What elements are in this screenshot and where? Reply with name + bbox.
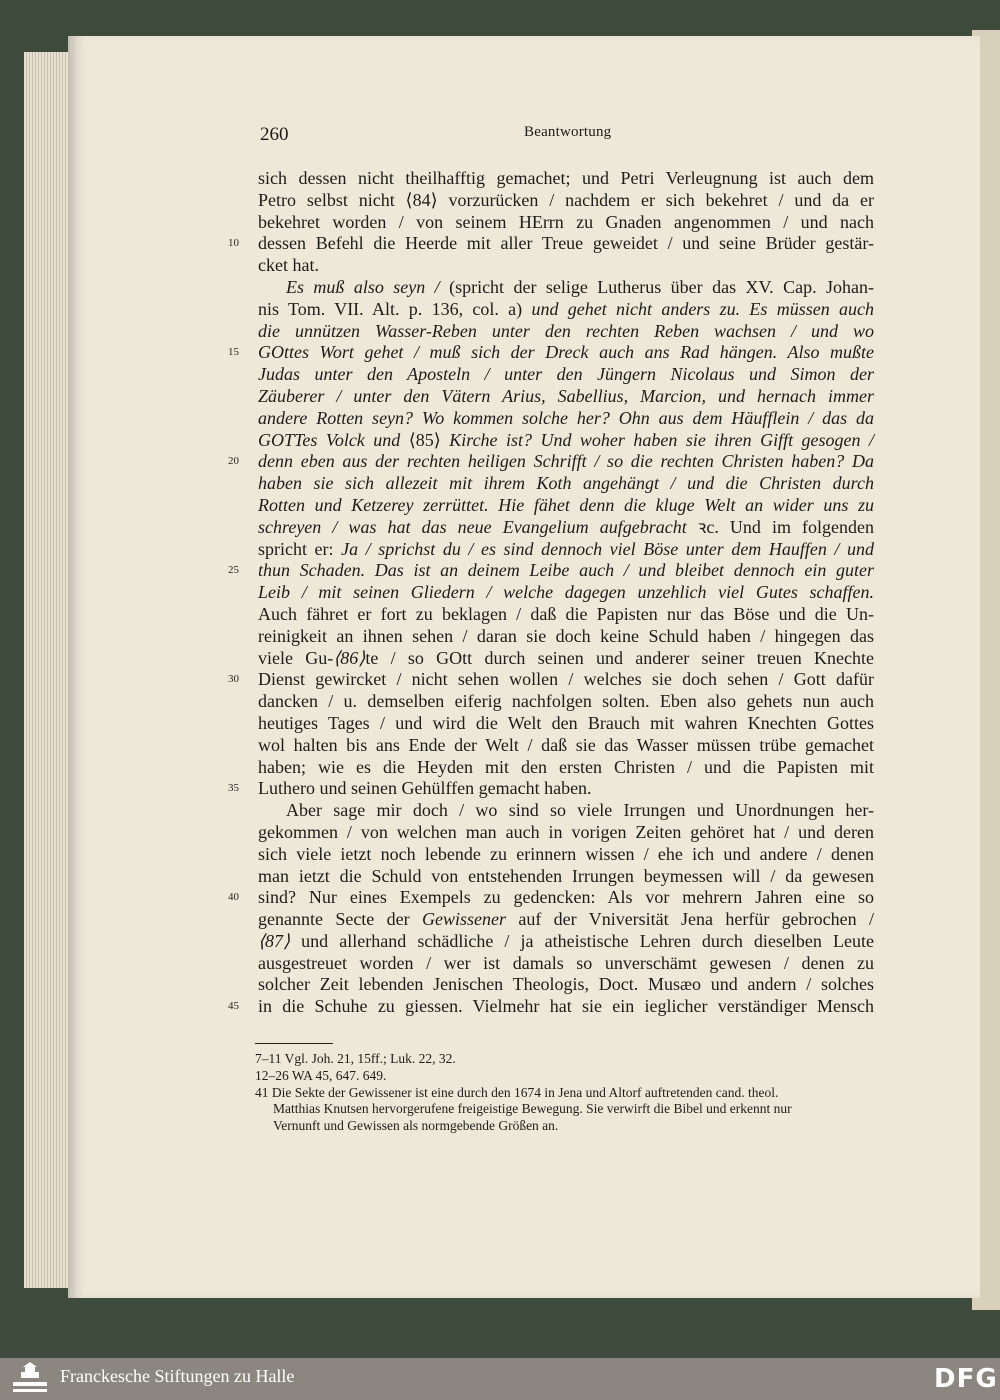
text-line xyxy=(228,342,874,364)
italic-text: GOttes Wort gehet / muß sich der Dreck auch ans Rad hängen. Also mußte xyxy=(258,342,874,363)
italic-text: schreyen / was hat das neue Evangelium aufgebracht xyxy=(258,516,698,537)
text-line xyxy=(258,190,874,212)
footnote-line: 7–11 Vgl. Joh. 21, 15ff.; Luk. 22, 32. xyxy=(255,1051,456,1066)
text-line xyxy=(258,931,874,953)
running-head: Beantwortung xyxy=(524,124,612,140)
text-line xyxy=(258,648,874,670)
text-span: wol halten bis ans Ende der Welt / daß sie das Wasser müssen trübe gemachet xyxy=(258,734,874,755)
text-line xyxy=(258,604,874,626)
italic-text: und gehet nicht anders zu. Es müssen auch xyxy=(531,298,874,319)
line-number: 45 xyxy=(228,1000,239,1013)
text-line xyxy=(258,473,874,495)
text-span: gekommen / von welchen man auch in vorigen Zeiten gehöret hat / und deren xyxy=(258,821,874,842)
text-span: Dienst gewircket / nicht sehen wollen / welches sie doch sehen / Gott dafür xyxy=(258,669,874,690)
page-number: 260 xyxy=(260,124,289,145)
italic-text: Gewissener xyxy=(422,909,506,930)
text-span: auf der Vniversität Jena herfür gebrochen / xyxy=(506,909,875,930)
text-line xyxy=(258,713,874,735)
line-number: 40 xyxy=(228,891,239,904)
text-line xyxy=(258,539,874,561)
text-span: bekehret worden / von seinem HErrn zu Gnaden angenommen / und nach xyxy=(258,211,874,232)
italic-text: ⟨86⟩ xyxy=(333,647,366,668)
text-span: genannte Secte der xyxy=(258,909,422,930)
text-span: ⟨85⟩ xyxy=(408,429,441,450)
text-line xyxy=(258,974,874,996)
line-number: 25 xyxy=(228,564,239,577)
text-line xyxy=(258,430,874,452)
page-edges xyxy=(24,52,72,1288)
text-line xyxy=(258,866,874,888)
italic-text: thun Schaden. Das ist an deinem Leibe auch / und bleibet dennoch ein guter xyxy=(258,560,874,581)
franckesche-stiftungen-logo-icon xyxy=(10,1362,50,1396)
text-line xyxy=(258,822,874,844)
italic-text: Kirche ist? Und woher haben sie ihren Gifft gesogen / xyxy=(440,429,874,450)
text-span: haben; wie es die Heyden mit den ersten Christen / und die Papisten mit xyxy=(258,756,874,777)
text-line xyxy=(258,626,874,648)
text-span: man ietzt die Schuld von entstehenden Irrungen beymessen will / da gewesen xyxy=(258,865,874,886)
line-number: 30 xyxy=(228,673,239,686)
text-span: dancken / u. demselben eiferig nachfolgen solten. Eben also gehets nun auch xyxy=(258,691,874,712)
text-span: reinigkeit an ihnen sehen / daran sie doch keine Schuld haben / hingegen das xyxy=(258,625,874,646)
text-line xyxy=(228,451,874,473)
text-line xyxy=(258,408,874,430)
italic-text: ⟨87⟩ xyxy=(258,930,291,951)
italic-text: Es muß also seyn / xyxy=(286,276,450,297)
text-line xyxy=(258,757,874,779)
text-span: in die Schuhe zu giessen. Vielmehr hat sie ein ieglicher verständiger Mensch xyxy=(258,996,874,1017)
text-span: Aber sage mir doch / wo sind so viele Irrungen und Unordnungen her- xyxy=(286,800,874,821)
italic-text: GOTTes Volck und xyxy=(258,429,409,450)
text-line xyxy=(228,669,874,691)
text-line xyxy=(258,582,874,604)
italic-text: Rotten und Ketzerey zerrüttet. Hie fähet denn die kluge Welt an wider uns zu xyxy=(258,494,874,515)
text-span: (spricht der selige Lutherus über das XV. Cap. Johan- xyxy=(449,276,874,297)
text-line xyxy=(228,996,874,1018)
text-line xyxy=(258,517,874,539)
text-span: nis Tom. VII. Alt. p. 136, col. a) xyxy=(258,298,532,319)
text-span: sich dessen nicht theilhafftig gemachet; und Petri Verleugnung ist auch dem xyxy=(258,168,874,188)
footnote-rule xyxy=(255,1043,333,1044)
text-line xyxy=(228,778,874,800)
viewer-footer xyxy=(0,1358,1000,1400)
italic-text: haben sie sich allezeit mit ihrem Koth angehängt / und die Christen durch xyxy=(258,473,874,494)
italic-text: andere Rotten seyn? Wo kommen solche her? Ohn aus dem Häufflein / das da xyxy=(258,407,874,428)
line-number: 20 xyxy=(228,455,239,468)
text-span: Petro selbst nicht ⟨84⟩ vorzurücken / nachdem er sich bekehret / und da er xyxy=(258,189,874,210)
dfg-logo: DFG xyxy=(934,1364,998,1394)
text-line xyxy=(258,844,874,866)
text-line xyxy=(258,364,874,386)
text-line xyxy=(258,299,874,321)
line-number: 35 xyxy=(228,782,239,795)
text-span: Auch fähret er fort zu beklagen / daß die Papisten nur das Böse und die Un- xyxy=(258,603,874,624)
text-line xyxy=(258,909,874,931)
italic-text: Leib / mit seinen Gliedern / welche dagegen unzehlich viel Gutes schaffen. xyxy=(258,582,874,603)
text-span: solcher Zeit lebenden Jenischen Theologis, Doct. Musæo und andern / solches xyxy=(258,974,874,995)
text-span: spricht er: xyxy=(258,538,342,559)
text-line xyxy=(258,691,874,713)
text-line xyxy=(228,887,874,909)
text-line xyxy=(258,168,874,190)
text-line xyxy=(258,386,874,408)
line-number: 10 xyxy=(228,237,239,250)
footnote-line: Matthias Knutsen hervorgerufene freigeistige Bewegung. Sie verwirft die Bibel und erkennt nur xyxy=(273,1101,792,1117)
text-span: Luthero und seinen Gehülffen gemacht haben. xyxy=(258,778,592,799)
text-span: viele Gu- xyxy=(258,647,334,668)
italic-text: Ja / sprichst du / es sind dennoch viel Böse unter dem Hauffen / und xyxy=(341,538,875,559)
text-span: te / so GOtt durch seinen und anderer seiner treuen Knechte xyxy=(365,647,874,668)
text-span: sind? Nur eines Exempels zu gedencken: Als vor mehrern Jahren eine so xyxy=(258,887,874,908)
text-span: sich viele ietzt noch lebende zu erinnern wissen / ehe ich und andere / denen xyxy=(258,843,874,864)
text-span: ꝛc. Und im folgenden xyxy=(697,516,874,537)
text-span: cket hat. xyxy=(258,255,319,276)
text-line xyxy=(258,800,874,822)
text-line xyxy=(258,321,874,343)
text-line xyxy=(258,495,874,517)
line-number: 15 xyxy=(228,346,239,359)
text-span: und allerhand schädliche / ja atheistische Lehren durch dieselben Leute xyxy=(290,930,874,951)
footnotes xyxy=(255,1051,875,1135)
text-span: dessen Befehl die Heerde mit aller Treue geweidet / und seine Brüder gestär- xyxy=(258,233,874,254)
text-span: heutiges Tages / und wird die Welt den Brauch mit wahren Knechten Gottes xyxy=(258,712,874,733)
italic-text: die unnützen Wasser-Reben unter den rechten Reben wachsen / und wo xyxy=(258,320,874,341)
footnote-line: Vernunft und Gewissen als normgebende Größen an. xyxy=(273,1118,559,1134)
footnote-line: 12–26 WA 45, 647. 649. xyxy=(255,1067,387,1083)
text-line xyxy=(258,277,874,299)
italic-text: Zäuberer / unter den Vätern Arius, Sabellius, Marcion, und hernach immer xyxy=(258,385,874,406)
institution-name: Franckesche Stiftungen zu Halle xyxy=(60,1366,295,1386)
text-line xyxy=(228,560,874,582)
text-line xyxy=(258,255,874,277)
text-line xyxy=(258,953,874,975)
italic-text: Judas unter den Aposteln / unter den Jüngern Nicolaus und Simon der xyxy=(258,364,874,385)
italic-text: denn eben aus der rechten heiligen Schrifft / so die rechten Christen haben? Da xyxy=(258,451,874,472)
text-line xyxy=(258,735,874,757)
body-text xyxy=(228,168,875,1018)
text-span: ausgestreuet worden / wer ist damals so unverschämt gewesen / denen zu xyxy=(258,952,874,973)
footnote-line: 41 Die Sekte der Gewissener ist eine durch den 1674 in Jena und Altorf auftretenden cand. theol. xyxy=(255,1084,779,1100)
text-line xyxy=(258,212,874,234)
text-line xyxy=(228,233,874,255)
